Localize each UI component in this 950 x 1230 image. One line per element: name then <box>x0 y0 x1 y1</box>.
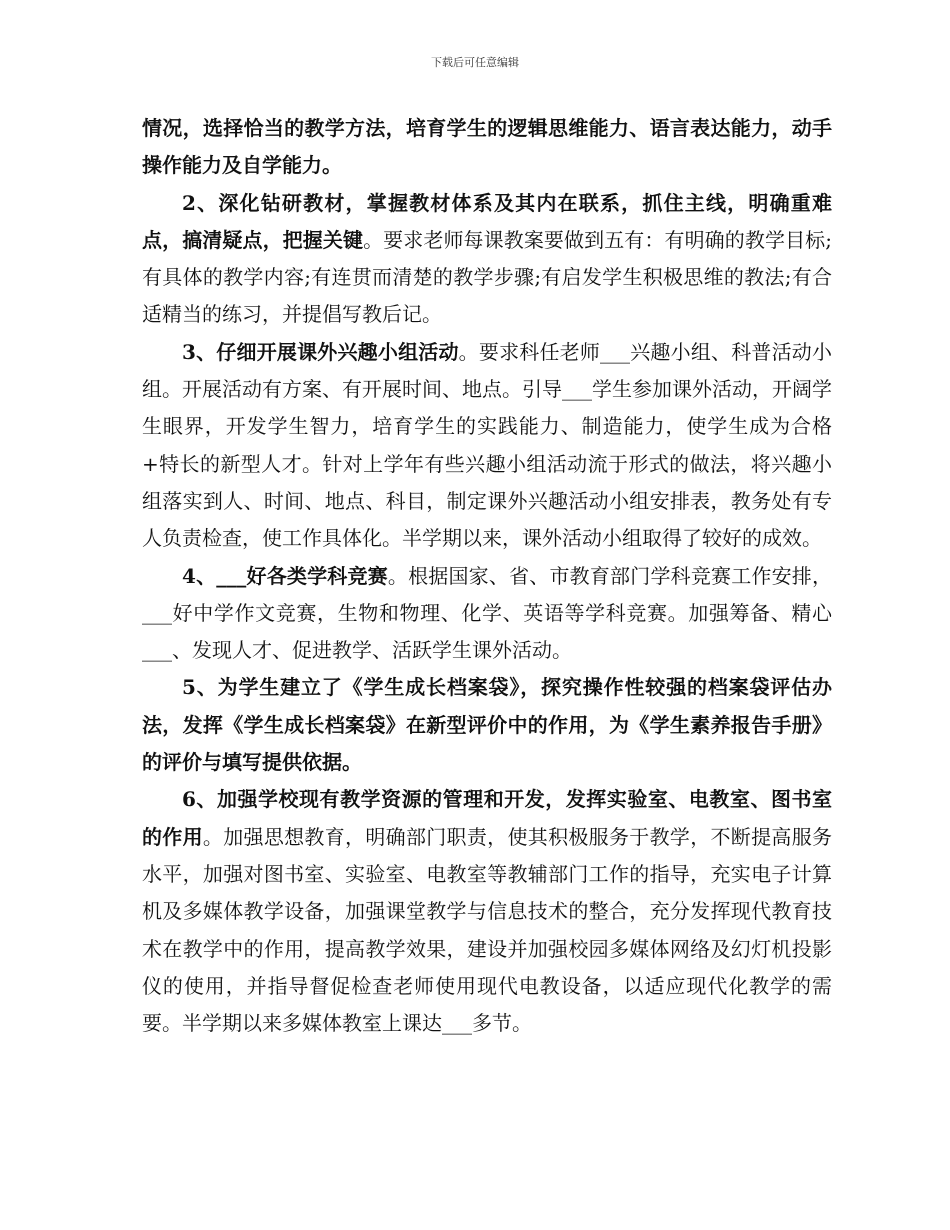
paragraph-1 <box>142 110 832 185</box>
paragraph-6 <box>142 781 832 1042</box>
paragraph-5-bold: 5、为学生建立了《学生成长档案袋》，探究操作性较强的档案袋评估办法，发挥《学生成长档案袋》在新型评价中的作用，为《学生素养报告手册》的评价与填写提供依据。 <box>142 675 832 775</box>
paragraph-4 <box>142 558 832 670</box>
paragraph-2 <box>142 185 832 334</box>
paragraph-5 <box>142 669 832 781</box>
paragraph-2-bold: 2、深化钻研教材，掌握教材体系及其内在联系，抓住主线，明确重难点，搞清疑点，把握关键 <box>142 190 832 252</box>
paragraph-3-text: 。要求科任老师___兴趣小组、科普活动小组。开展活动有方案、有开展时间、地点。引导___学生参加课外活动，开阔学生眼界，开发学生智力，培育学生的实践能力、制造能力，使学生成为合格+特长的新型人才。针对上学年有些兴趣小组活动流于形式的做法，将兴趣小组落实到人、时间、地点、科目，制定课外兴趣活动小组安排表，教务处有专人负责检查，使工作具体化。半学期以来，课外活动小组取得了较好的成效。 <box>142 339 833 551</box>
paragraph-3 <box>142 334 832 558</box>
paragraph-2-text: 。要求老师每课教案要做到五有：有明确的教学目标;有具体的教学内容;有连贯而清楚的教学步骤;有启发学生积极思维的教法;有合适精当的练习，并提倡写教后记。 <box>142 227 832 327</box>
paragraph-4-text: 。根据国家、省、市教育部门学科竞赛工作安排，___好中学作文竞赛，生物和物理、化学、英语等学科竞赛。加强筹备、精心___、发现人才、促进教学、活跃学生课外活动。 <box>142 563 833 663</box>
paragraph-6-text: 。加强思想教育，明确部门职责，使其积极服务于教学，不断提高服务水平，加强对图书室、实验室、电教室等教辅部门工作的指导，充实电子计算机及多媒体教学设备，加强课堂教学与信息技术的整合，充分发挥现代教育技术在教学中的作用，提高教学效果，建设并加强校园多媒体网络及幻灯机投影仪的使用，并指导督促检查老师使用现代电教设备，以适应现代化教学的需要。半学期以来多媒体教室上课达___多节。 <box>142 824 833 1036</box>
paragraph-6-bold: 6、加强学校现有教学资源的管理和开发，发挥实验室、电教室、图书室的作用 <box>142 787 832 849</box>
paragraph-4-bold: 4、___好各类学科竞赛 <box>182 563 388 588</box>
paragraph-3-bold: 3、仔细开展课外兴趣小组活动 <box>182 339 459 364</box>
document-body <box>142 110 832 1042</box>
page-header: 下载后可任意编辑 <box>431 56 519 69</box>
paragraph-1-bold: 情况，选择恰当的教学方法，培育学生的逻辑思维能力、语言表达能力，动手操作能力及自学能力。 <box>142 116 832 178</box>
